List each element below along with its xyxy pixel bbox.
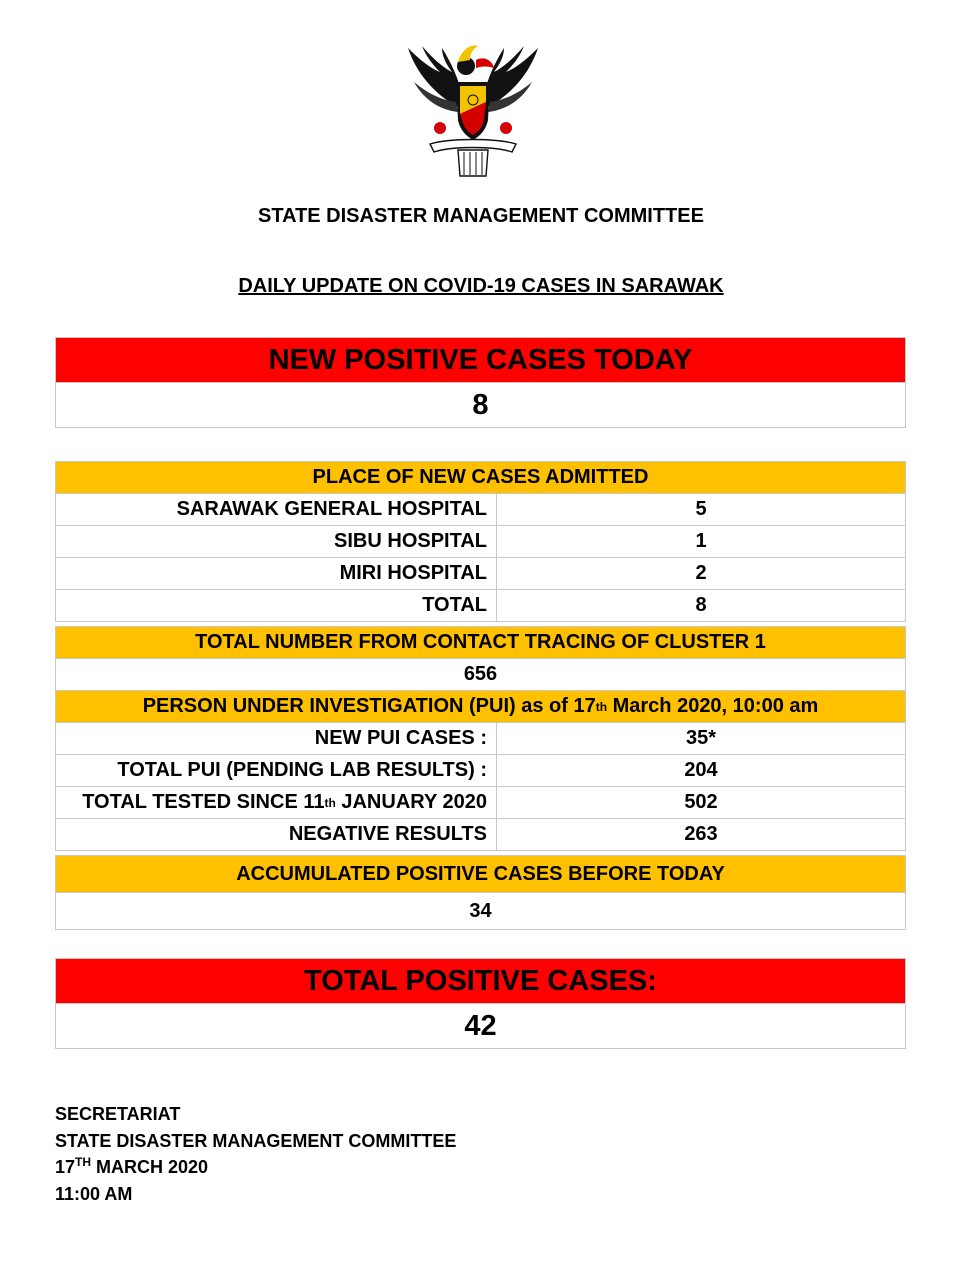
pui-heading-text: PERSON UNDER INVESTIGATION (PUI) as of 17 bbox=[142, 695, 596, 717]
row-value: 5 bbox=[695, 498, 707, 520]
total-tested-label: TOTAL TESTED SINCE 11 th JANUARY 2020 bbox=[56, 787, 497, 818]
pending-pui-label: TOTAL PUI (PENDING LAB RESULTS) : bbox=[56, 755, 497, 786]
footer-date bbox=[55, 1154, 456, 1181]
total-cases-value: 42 bbox=[464, 1009, 497, 1042]
footer-date-day: 17 bbox=[55, 1157, 76, 1177]
pending-pui-value: 204 bbox=[684, 759, 718, 781]
table-row bbox=[55, 723, 906, 755]
total-cases-heading: TOTAL POSITIVE CASES: bbox=[304, 964, 657, 997]
footer-committee: STATE DISASTER MANAGEMENT COMMITTEE bbox=[55, 1130, 457, 1151]
total-tested-value: 502 bbox=[684, 791, 718, 813]
row-value: 2 bbox=[695, 562, 707, 584]
row-value: 8 bbox=[695, 594, 707, 616]
new-pui-value: 35* bbox=[685, 727, 717, 749]
row-value: 1 bbox=[695, 530, 707, 552]
total-cases-box bbox=[55, 958, 906, 1049]
table-row bbox=[55, 590, 906, 622]
accumulated-heading: ACCUMULATED POSITIVE CASES BEFORE TODAY bbox=[236, 862, 725, 885]
new-cases-heading: NEW POSITIVE CASES TODAY bbox=[268, 343, 693, 376]
new-cases-value: 8 bbox=[472, 388, 489, 421]
negative-results-value: 263 bbox=[684, 823, 718, 845]
admitted-table bbox=[55, 461, 906, 851]
table-row bbox=[55, 526, 906, 558]
accumulated-value: 34 bbox=[469, 899, 492, 922]
footer-secretariat: SECRETARIAT bbox=[55, 1104, 181, 1124]
table-row bbox=[55, 755, 906, 787]
row-label: SIBU HOSPITAL bbox=[56, 526, 497, 557]
coat-of-arms-icon bbox=[400, 38, 546, 184]
footer-date-month: MARCH 2020 bbox=[91, 1157, 209, 1177]
new-cases-box bbox=[55, 337, 906, 428]
table-row bbox=[55, 819, 906, 851]
row-label: MIRI HOSPITAL bbox=[56, 558, 497, 589]
daily-update-title: DAILY UPDATE ON COVID-19 CASES IN SARAWAK bbox=[238, 275, 724, 297]
row-label: TOTAL bbox=[56, 590, 497, 621]
total-tested-date: JANUARY 2020 bbox=[335, 791, 487, 813]
row-label: SARAWAK GENERAL HOSPITAL bbox=[56, 494, 497, 525]
table-row bbox=[55, 787, 906, 819]
accumulated-box bbox=[55, 855, 906, 930]
pui-heading: PERSON UNDER INVESTIGATION (PUI) as of 17 th March 2020, 10:00 am bbox=[142, 695, 819, 717]
contact-tracing-heading: TOTAL NUMBER FROM CONTACT TRACING OF CLUSTER 1 bbox=[195, 631, 766, 653]
footer-signature bbox=[55, 1101, 456, 1207]
pui-heading-date: March 2020, 10:00 am bbox=[607, 695, 819, 717]
footer-date-sup: TH bbox=[75, 1155, 92, 1169]
negative-results-label: NEGATIVE RESULTS bbox=[56, 819, 497, 850]
footer-time: 11:00 AM bbox=[55, 1183, 133, 1204]
table-row bbox=[55, 558, 906, 590]
contact-tracing-value: 656 bbox=[463, 663, 498, 685]
committee-heading: STATE DISASTER MANAGEMENT COMMITTEE bbox=[258, 205, 704, 227]
total-tested-text: TOTAL TESTED SINCE 11 bbox=[82, 791, 325, 813]
new-pui-label: NEW PUI CASES : bbox=[56, 723, 497, 754]
table-row bbox=[55, 494, 906, 526]
admitted-heading: PLACE OF NEW CASES ADMITTED bbox=[312, 466, 649, 488]
